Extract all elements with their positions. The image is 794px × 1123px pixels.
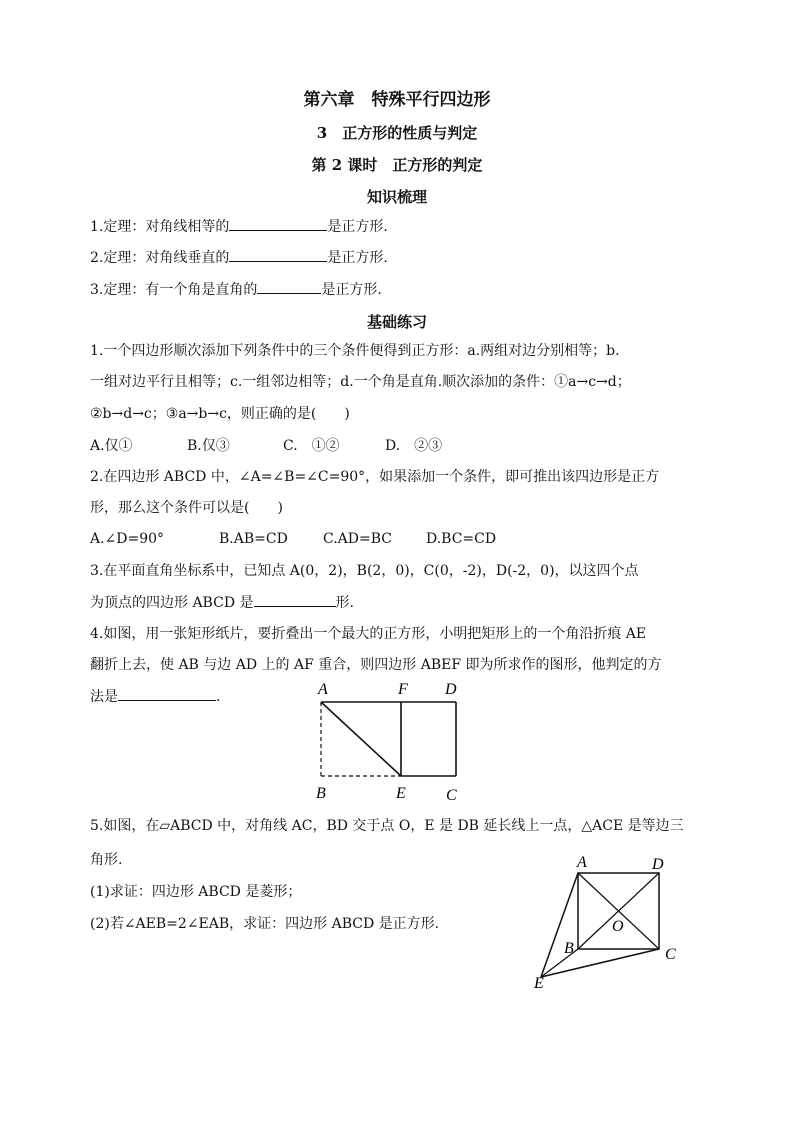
q2-line-2: 形，那么这个条件可以是( ) bbox=[90, 500, 283, 516]
q1-option-a[interactable]: A.仅① bbox=[90, 438, 133, 454]
q1-line-2: 一组对边平行且相等；c.一组邻边相等；d.一个角是直角.顺次添加的条件：①a→c→d； bbox=[90, 374, 631, 390]
q4-line-2: 翻折上去，使 AB 与边 AD 上的 AF 重合，则四边形 ABEF 即为所求作的图形，他判定的方 bbox=[90, 657, 662, 673]
knowledge-item-3 bbox=[90, 279, 382, 300]
knowledge-item-2-suffix: 是正方形. bbox=[327, 250, 388, 266]
answer-blank[interactable] bbox=[229, 216, 327, 231]
q3-line-2 bbox=[90, 592, 354, 613]
figure-segment-ea bbox=[541, 873, 578, 977]
q2-option-c[interactable]: C.AD=BC bbox=[323, 531, 392, 547]
knowledge-item-3-suffix: 是正方形. bbox=[321, 282, 382, 298]
q5-line-1: 5.如图，在▱ABCD 中，对角线 AC，BD 交于点 O，E 是 DB 延长线上一点，△ACE 是等边三 bbox=[90, 818, 684, 834]
q4-line-3 bbox=[90, 686, 220, 707]
figure-label-f: F bbox=[398, 681, 408, 698]
figure-label-d: D bbox=[445, 681, 457, 698]
figure-label-a: A bbox=[318, 681, 328, 698]
q5-line-2: 角形. bbox=[90, 852, 123, 868]
q3-line-2-text: 为顶点的四边形 ABCD 是 bbox=[90, 595, 254, 611]
answer-blank[interactable] bbox=[118, 686, 216, 701]
figure-fold-ae bbox=[321, 702, 401, 776]
rectangle-fold-figure bbox=[300, 672, 480, 807]
answer-blank[interactable] bbox=[254, 592, 336, 607]
rhombus-square-figure bbox=[525, 845, 695, 995]
knowledge-item-2 bbox=[90, 247, 388, 268]
figure-label-o: O bbox=[612, 918, 624, 935]
figure-label-c: C bbox=[665, 946, 676, 963]
q4-line-3-text: 法是 bbox=[90, 689, 118, 705]
q2-option-a[interactable]: A.∠D=90° bbox=[90, 531, 165, 547]
answer-blank[interactable] bbox=[257, 279, 321, 294]
practice-heading: 基础练习 bbox=[366, 313, 427, 331]
answer-blank[interactable] bbox=[229, 247, 327, 262]
figure-label-b: B bbox=[316, 785, 326, 802]
q1-option-c[interactable]: C. ①② bbox=[283, 438, 340, 454]
q2-line-1: 2.在四边形 ABCD 中，∠A=∠B=∠C=90°，如果添加一个条件，即可推出该四边形是正方 bbox=[90, 469, 660, 485]
figure-label-c: C bbox=[446, 787, 457, 804]
figure-label-d: D bbox=[652, 856, 664, 873]
section-title: 3 正方形的性质与判定 bbox=[316, 124, 478, 142]
q2-option-d[interactable]: D.BC=CD bbox=[426, 531, 497, 547]
q5-part-2: (2)若∠AEB=2∠EAB，求证：四边形 ABCD 是正方形. bbox=[90, 916, 440, 932]
knowledge-item-1-text: 1.定理：对角线相等的 bbox=[90, 219, 230, 235]
q2-option-b[interactable]: B.AB=CD bbox=[219, 531, 288, 547]
q3-line-2-suffix: 形. bbox=[335, 595, 354, 611]
knowledge-item-2-text: 2.定理：对角线垂直的 bbox=[90, 250, 230, 266]
q4-line-3-suffix: . bbox=[216, 689, 221, 705]
q1-option-d[interactable]: D. ②③ bbox=[385, 438, 443, 454]
q4-line-1: 4.如图，用一张矩形纸片，要折叠出一个最大的正方形，小明把矩形上的一个角沿折痕 AE bbox=[90, 626, 647, 642]
figure-label-e: E bbox=[396, 785, 406, 802]
knowledge-heading: 知识梳理 bbox=[366, 188, 427, 206]
knowledge-item-1-suffix: 是正方形. bbox=[327, 219, 388, 235]
q3-line-1: 3.在平面直角坐标系中，已知点 A(0，2)，B(2，0)，C(0，-2)，D(-2，0)，以这四个点 bbox=[90, 563, 639, 579]
chapter-title: 第六章 特殊平行四边形 bbox=[303, 90, 491, 110]
lesson-title: 第 2 课时 正方形的判定 bbox=[311, 156, 483, 174]
q1-option-b[interactable]: B.仅③ bbox=[187, 438, 230, 454]
knowledge-item-1 bbox=[90, 216, 388, 237]
q5-part-1: (1)求证：四边形 ABCD 是菱形； bbox=[90, 884, 302, 900]
q1-line-3: ②b→d→c；③a→b→c，则正确的是( ) bbox=[90, 406, 350, 422]
figure-label-e: E bbox=[534, 975, 544, 992]
figure-label-a: A bbox=[577, 854, 587, 871]
knowledge-item-3-text: 3.定理：有一个角是直角的 bbox=[90, 282, 258, 298]
figure-label-b: B bbox=[564, 940, 574, 957]
q1-line-1: 1.一个四边形顺次添加下列条件中的三个条件便得到正方形：a.两组对边分别相等；b. bbox=[90, 343, 620, 359]
